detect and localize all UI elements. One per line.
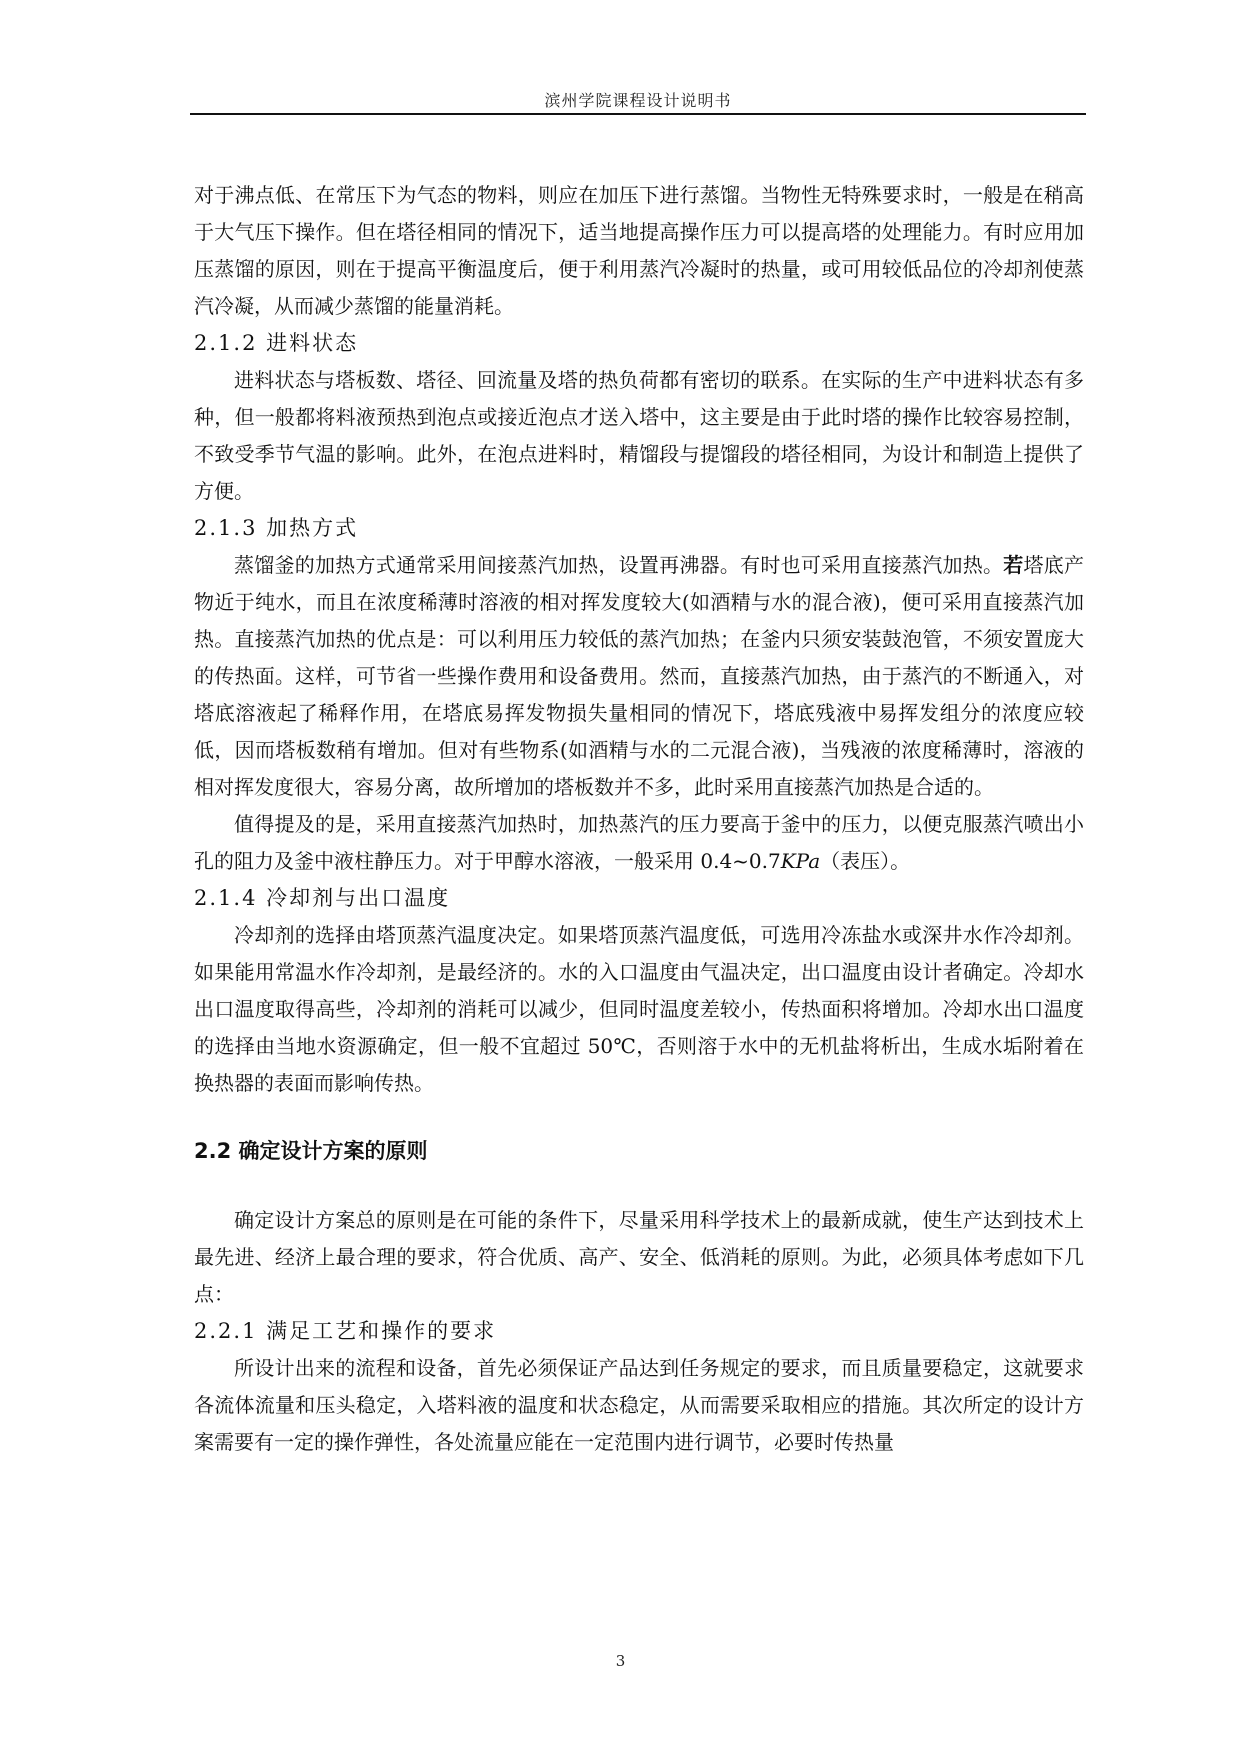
paragraph-feed-state: 进料状态与塔板数、塔径、回流量及塔的热负荷都有密切的联系。在实际的生产中进料状态有多种，但一般都将料液预热到泡点或接近泡点才送入塔中，这主要是由于此时塔的操作比较容易控制，不致受季节气温的影响。此外，在泡点进料时，精馏段与提馏段的塔径相同，为设计和制造上提供了方便。 <box>194 368 1084 503</box>
paragraph-design-principles: 确定设计方案总的原则是在可能的条件下，尽量采用科学技术上的最新成就，使生产达到技术上最先进、经济上最合理的要求，符合优质、高产、安全、低消耗的原则。为此，必须具体考虑如下几点： <box>194 1208 1084 1306</box>
section-heading-design-principles: 2.2 确定设计方案的原则 <box>194 1139 428 1163</box>
steam-text-part-1: 值得提及的是，采用直接蒸汽加热时，加热蒸汽的压力要高于釜中的压力，以便克服蒸汽喷出小孔的阻力及釜中液柱静压力。对于甲醇水溶液，一般采用 0.4~0.7 <box>194 812 1084 873</box>
paragraph-coolant: 冷却剂的选择由塔顶蒸汽温度决定。如果塔顶蒸汽温度低，可选用冷冻盐水或深井水作冷却剂。如果能用常温水作冷却剂，是最经济的。水的入口温度由气温决定，出口温度由设计者确定。冷却水出口温度取得高些，冷却剂的消耗可以减少，但同时温度差较小，传热面积将增加。冷却水出口温度的选择由当地水资源确定，但一般不宜超过 50℃，否则溶于水中的无机盐将析出，生成水垢附着在换热器的表面而影响传热。 <box>194 923 1084 1095</box>
document-body <box>194 177 1084 1461</box>
subheading-process-requirements: 2.2.1 满足工艺和操作的要求 <box>194 1319 497 1343</box>
page-header-title: 滨州学院课程设计说明书 <box>544 91 732 110</box>
steam-text-part-2: （表压）。 <box>820 849 911 873</box>
paragraph-pressure: 对于沸点低、在常压下为气态的物料，则应在加压下进行蒸馏。当物性无特殊要求时，一般是在稍高于大气压下操作。但在塔径相同的情况下，适当地提高操作压力可以提高塔的处理能力。有时应用加压蒸馏的原因，则在于提高平衡温度后，便于利用蒸汽冷凝时的热量，或可用较低品位的冷却剂使蒸汽冷凝，从而减少蒸馏的能量消耗。 <box>194 183 1084 318</box>
paragraph-process-requirements: 所设计出来的流程和设备，首先必须保证产品达到任务规定的要求，而且质量要稳定，这就要求各流体流量和压头稳定，入塔料液的温度和状态稳定，从而需要采取相应的措施。其次所定的设计方案需要有一定的操作弹性，各处流量应能在一定范围内进行调节，必要时传热量 <box>194 1356 1084 1454</box>
heating-bold-char: 若 <box>1003 553 1024 577</box>
paragraph-heating-method <box>194 547 1084 806</box>
subheading-heating-method: 2.1.3 加热方式 <box>194 516 359 540</box>
heating-text-part-1: 蒸馏釜的加热方式通常采用间接蒸汽加热，设置再沸器。有时也可采用直接蒸汽加热。 <box>234 553 1004 577</box>
page-number: 3 <box>615 1652 626 1670</box>
subheading-feed-state: 2.1.2 进料状态 <box>194 331 359 355</box>
heating-text-part-2: 塔底产物近于纯水，而且在浓度稀薄时溶液的相对挥发度较大(如酒精与水的混合液)，便可采用直接蒸汽加热。直接蒸汽加热的优点是：可以利用压力较低的蒸汽加热；在釜内只须安装鼓泡管，不须安置庞大的传热面。这样，可节省一些操作费用和设备费用。然而，直接蒸汽加热，由于蒸汽的不断通入，对塔底溶液起了稀释作用，在塔底易挥发物损失量相同的情况下，塔底残液中易挥发组分的浓度应较低，因而塔板数稍有增加。但对有些物系(如酒精与水的二元混合液)，当残液的浓度稀薄时，溶液的相对挥发度很大，容易分离，故所增加的塔板数并不多，此时采用直接蒸汽加热是合适的。 <box>194 553 1085 799</box>
subheading-coolant: 2.1.4 冷却剂与出口温度 <box>194 886 451 910</box>
paragraph-steam-pressure <box>194 806 1084 880</box>
pressure-unit: KPa <box>780 849 821 873</box>
header-divider <box>190 113 1086 115</box>
